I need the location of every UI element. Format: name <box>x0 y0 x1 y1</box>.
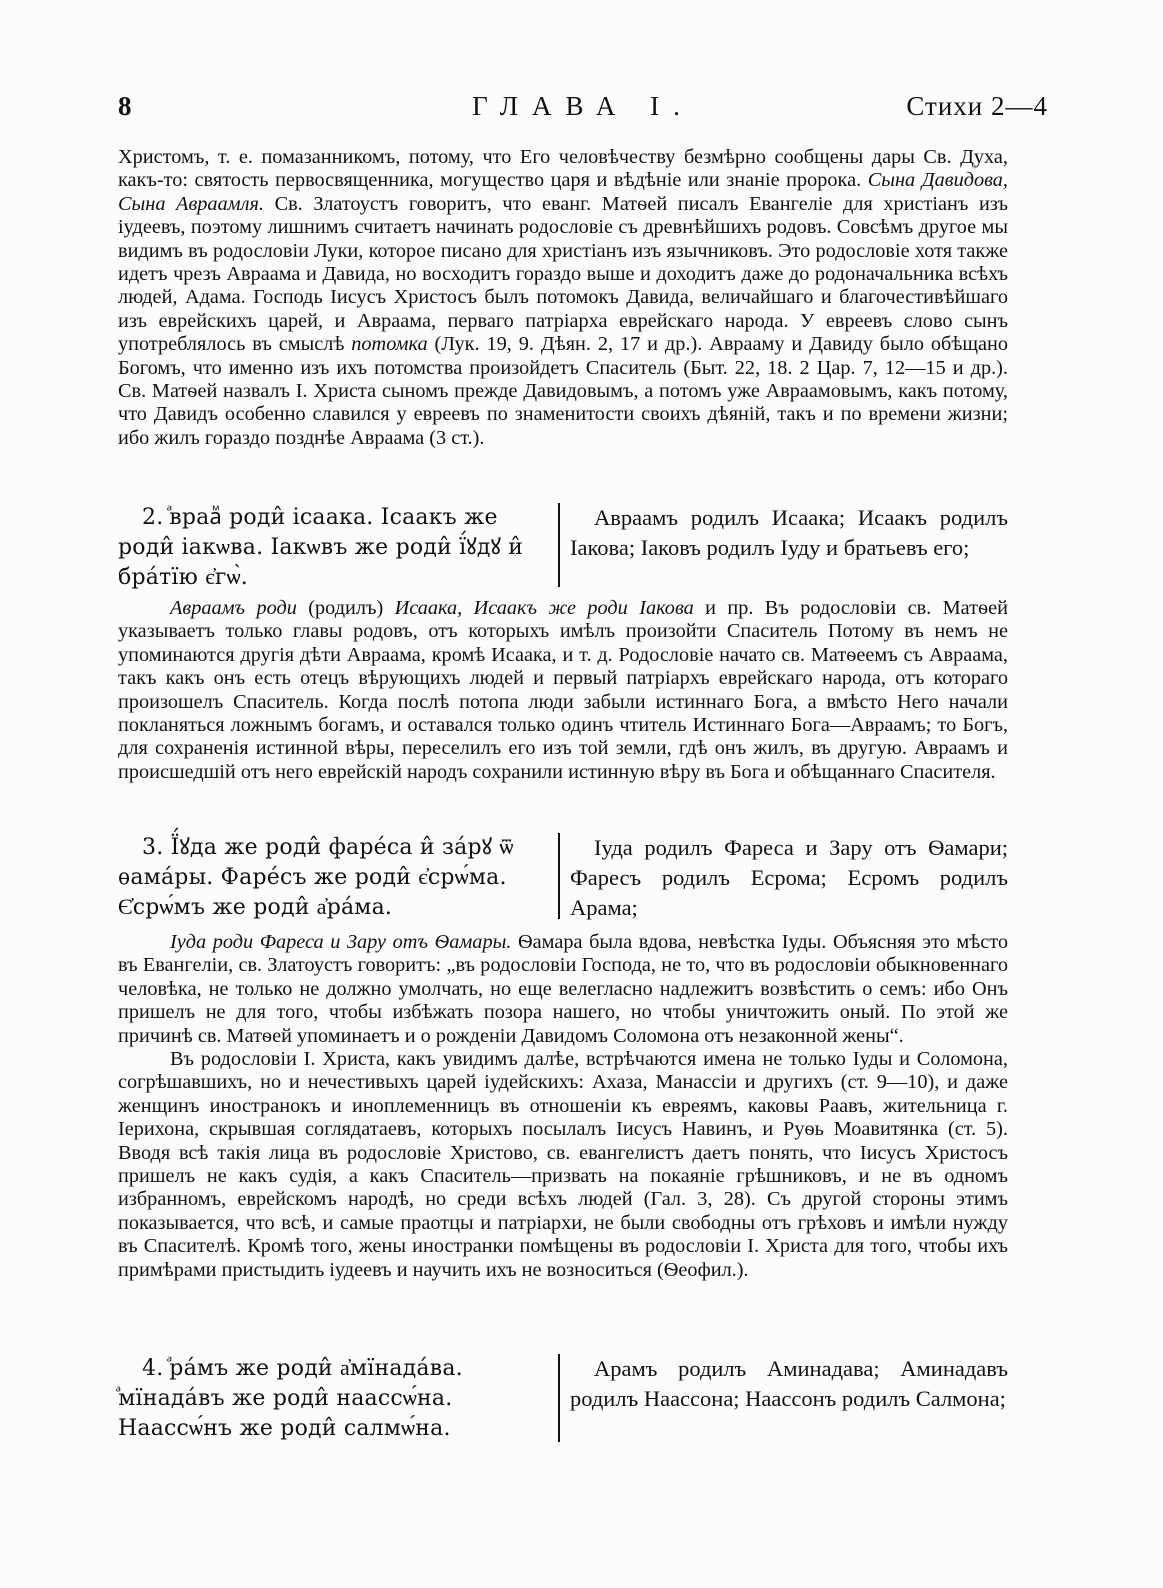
column-divider <box>558 1354 560 1442</box>
verse-2-russian: Авраамъ родилъ Исаака; Исаакъ родилъ Іакова; Іаковъ родилъ Іуду и братьевъ его; <box>570 505 1008 560</box>
intro-commentary <box>118 146 1008 450</box>
verse-4-russian: Арамъ родилъ Аминадава; Аминадавъ родилъ Наассона; Наассонъ родилъ Салмона; <box>570 1356 1008 1411</box>
verse-3-russian: Іуда родилъ Фареса и Зару отъ Ѳамари; Фаресъ родилъ Есрома; Есромъ родилъ Арама; <box>570 835 1008 920</box>
verse-2-block <box>118 503 1008 593</box>
verse-2-commentary <box>118 597 1008 784</box>
verse-3-block <box>118 833 1008 923</box>
running-header <box>118 86 1048 126</box>
chapter-title: ГЛАВА І. <box>472 91 694 121</box>
column-divider <box>558 833 560 919</box>
verse-3-slavonic: 3. Ї́ꙋда же роди̂ фаре́са и̂ за́рꙋ ѿ ѳама́ры. Фаре́съ же роди̂ є҆срѡ́ма. Є҆срѡ́мъ же роди̂ а҆ра́ма. <box>118 835 514 920</box>
column-divider <box>558 503 560 587</box>
verses-range: Стихи 2—4 <box>906 91 1048 121</box>
verse-3-commentary <box>118 931 1008 1282</box>
page-number: 8 <box>118 91 132 121</box>
commentary-paragraph: Въ родословіи І. Христа, какъ увидимъ далѣе, встрѣчаются имена не только Іуды и Соломона, согрѣшавшихъ, но и нечестивыхъ царей іудейскихъ: Ахаза, Манассіи и другихъ (ст. 9—10), и даже женщинъ иностранокъ и иноплеменницъ въ отношеніи къ евреямъ, каковы Раавъ, жительница г. Іерихона, скрывшая соглядатаевъ, которыхъ посылалъ Іисусъ Навинъ, и Руѳь Моавитянка (ст. 5). Вводя всѣ такія лица въ родословіе Христово, св. евангелистъ даетъ понять, что Іисусъ Христосъ пришелъ не какъ судія, а какъ Спаситель—призвать на покаяніе грѣшниковъ, и не въ одномъ избранномъ, еврейскомъ народѣ, но среди всѣхъ людей (Гал. 3, 28). Съ другой стороны этимъ показывается, что всѣ, и самые праотцы и патріархи, не были свободны отъ грѣховъ и имѣли нужду въ Спасителѣ. Кромѣ того, жены иностранки помѣщены въ родословіи І. Христа для того, чтобы ихъ примѣрами пристыдить іудеевъ и научить ихъ не возноситься (Ѳеофил.). <box>118 1048 1008 1281</box>
verse-2-slavonic: 2. ⷶврааⷨ роди̂ ісаака. Ісаакъ же роди̂ іакѡва. Іакѡвъ же роди̂ ї́ꙋдꙋ и̂ бра́тїю є҆гѡ̀. <box>118 505 524 590</box>
verse-4-slavonic: 4. ⷶра́мъ же роди̂ а҆мїнада́ва. ⷶмїнада́въ же роди̂ наассѡ́на. Наассѡ́нъ же роди̂ салмѡ́на. <box>118 1356 463 1441</box>
commentary-paragraph: Авраамъ роди (родилъ) Исаака, Исаакъ же роди Іакова и пр. Въ родословіи св. Матѳей указываетъ только главы родовъ, отъ которыхъ имѣлъ произойти Спаситель Потому въ немъ не упоминаются другія дѣти Авраама, кромѣ Исаака, и т. д. Родословіе начато св. Матѳеемъ съ Авраама, такъ какъ онъ есть отецъ вѣрующихъ людей и первый патріархъ еврейскаго народа, отъ котораго произошелъ Спаситель. Когда послѣ потопа люди забыли истиннаго Бога, а вмѣсто Него начали покланяться ложнымъ богамъ, и оставался только одинъ чтитель Истиннаго Бога—Авраамъ; то Богъ, для сохраненія истинной вѣры, переселилъ его изъ той земли, гдѣ онъ жилъ, въ другую. Авраамъ и происшедшій отъ него еврейскій народъ сохранили истинную вѣру въ Бога и обѣщаннаго Спасителя. <box>118 597 1008 783</box>
intro-paragraph: Христомъ, т. е. помазанникомъ, потому, что Его человѣчеству безмѣрно сообщены дары Св. Духа, какъ-то: святость первосвященника, могущество царя и вѣдѣніе или знаніе пророка. Сына Давидова, Сына Авраамля. Св. Златоустъ говоритъ, что еванг. Матѳей писалъ Евангеліе для христіанъ изъ іудеевъ, поэтому лишнимъ считаетъ начинать родословіе съ древнѣйшихъ родовъ. Совсѣмъ другое мы видимъ въ родословіи Луки, которое писано для христіанъ изъ язычниковъ. Это родословіе хотя также идетъ чрезъ Авраама и Давида, но восходитъ гораздо выше и доходитъ даже до родоначальника всѣхъ людей, Адама. Господь Іисусъ Христосъ былъ потомокъ Давида, величайшаго и благочестивѣйшаго изъ еврейскихъ царей, и Авраама, перваго патріарха еврейскаго народа. У евреевъ слово сынъ употреблялось въ смыслѣ потомка (Лук. 19, 9. Дѣян. 2, 17 и др.). Аврааму и Давиду было обѣщано Богомъ, что именно изъ ихъ потомства произойдетъ Спаситель (Быт. 22, 18. 2 Цар. 7, 12—15 и др.). Св. Матѳей назвалъ І. Христа сыномъ прежде Давидовымъ, а потомъ уже Авраамовымъ, какъ потому, что Давидъ особенно славился у евреевъ по знаменитости своихъ дѣяній, такъ и по времени жизни; ибо жилъ гораздо позднѣе Авраама (3 ст.). <box>118 146 1008 449</box>
commentary-paragraph: Іуда роди Фареса и Зару отъ Ѳамары. Ѳамара была вдова, невѣстка Іуды. Объясняя это мѣсто въ Евангеліи, св. Златоустъ говоритъ: „въ родословіи Господа, не то, что въ родословіи обыкновеннаго человѣка, не только не должно умолчать, но еще велегласно надлежитъ возвѣстить о семъ: ибо Онъ пришелъ не для того, чтобы избѣжать позора нашего, но чтобы уничтожить оный. По этой же причинѣ св. Матѳей упоминаетъ и о рожденіи Давидомъ Соломона отъ незаконной жены“. <box>118 931 1008 1047</box>
verse-4-block <box>118 1354 1008 1444</box>
